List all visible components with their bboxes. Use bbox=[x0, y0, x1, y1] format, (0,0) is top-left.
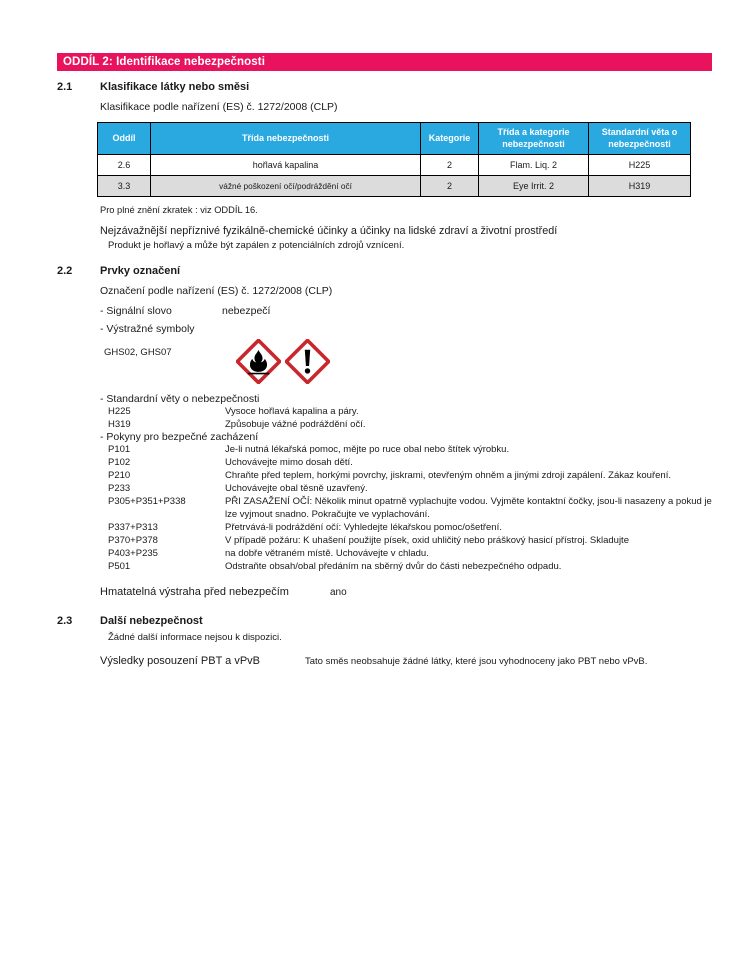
p-text: Uchovávejte mimo dosah dětí. bbox=[225, 457, 353, 468]
ghs-icons bbox=[236, 339, 330, 384]
table-row bbox=[98, 176, 691, 197]
section-2-3-heading bbox=[57, 615, 712, 627]
p-code: P305+P351+P338 bbox=[108, 496, 186, 507]
p-text: Odstraňte obsah/obal předáním na sběrný dvůr do části nebezpečného odpadu. bbox=[225, 561, 562, 572]
clp-regulation-line: Klasifikace podle nařízení (ES) č. 1272/2008 (CLP) bbox=[100, 101, 338, 113]
p-code: P403+P235 bbox=[108, 548, 158, 559]
precaution-row bbox=[108, 469, 712, 482]
precaution-row bbox=[108, 521, 712, 534]
table-header-row bbox=[98, 123, 691, 155]
p-text: Chraňte před teplem, horkými povrchy, jiskrami, otevřeným ohněm a jinými zdroji zapálení. Zákaz kouření. bbox=[225, 470, 671, 481]
table-cell: vážné poškození očí/podráždění očí bbox=[151, 176, 421, 197]
abbreviations-note: Pro plné znění zkratek : viz ODDÍL 16. bbox=[100, 205, 258, 215]
section-number: 2.1 bbox=[57, 81, 73, 93]
hazard-statements-label: - Standardní věty o nebezpečnosti bbox=[100, 393, 260, 405]
pbt-value: Tato směs neobsahuje žádné látky, které jsou vyhodnoceny jako PBT nebo vPvB. bbox=[305, 656, 648, 667]
precautionary-statements-label: - Pokyny pro bezpečné zacházení bbox=[100, 431, 259, 443]
table-cell: 2 bbox=[421, 155, 479, 176]
p-code: P102 bbox=[108, 457, 131, 468]
section-number: 2.2 bbox=[57, 265, 73, 277]
precaution-row bbox=[108, 495, 712, 521]
no-further-info-text: Žádné další informace nejsou k dispozici. bbox=[108, 632, 282, 643]
section-title: Klasifikace látky nebo směsi bbox=[100, 81, 250, 93]
table-cell: 2.6 bbox=[98, 155, 151, 176]
tactile-warning-label: Hmatatelná výstraha před nebezpečím bbox=[100, 586, 289, 598]
pbt-assessment-row bbox=[100, 655, 712, 667]
table-cell: Eye Irrit. 2 bbox=[479, 176, 589, 197]
section-2-2-heading bbox=[57, 265, 712, 277]
precaution-row bbox=[108, 534, 712, 547]
pbt-label: Výsledky posouzení PBT a vPvB bbox=[100, 655, 260, 667]
section-number: 2.3 bbox=[57, 615, 73, 627]
signal-word-row bbox=[100, 305, 712, 317]
signal-word-label: - Signální slovo bbox=[100, 305, 172, 317]
column-header: Třída nebezpečnosti bbox=[151, 123, 421, 155]
column-header: Standardní věta o nebezpečnosti bbox=[589, 123, 691, 155]
h-code: H225 bbox=[108, 406, 131, 417]
adverse-effects-heading: Nejzávažnější nepříznivé fyzikálně-chemické účinky a účinky na lidské zdraví a životní prostředí bbox=[100, 225, 558, 237]
precaution-row bbox=[108, 547, 712, 560]
section-header-bar: ODDÍL 2: Identifikace nebezpečnosti bbox=[57, 53, 712, 71]
table-cell: hořlavá kapalina bbox=[151, 155, 421, 176]
section-title: Prvky označení bbox=[100, 265, 181, 277]
precaution-row bbox=[108, 482, 712, 495]
tactile-warning-value: ano bbox=[330, 587, 347, 598]
column-header: Kategorie bbox=[421, 123, 479, 155]
column-header: Oddíl bbox=[98, 123, 151, 155]
precaution-row bbox=[108, 456, 712, 469]
p-code: P210 bbox=[108, 470, 131, 481]
table-cell: Flam. Liq. 2 bbox=[479, 155, 589, 176]
hazard-symbols-label: - Výstražné symboly bbox=[100, 323, 195, 335]
hazard-statement-row bbox=[108, 405, 712, 418]
p-code: P337+P313 bbox=[108, 522, 158, 533]
precaution-row bbox=[108, 560, 712, 573]
p-text: Uchovávejte obal těsně uzavřený. bbox=[225, 483, 368, 494]
p-text: V případě požáru: K uhašení použijte písek, oxid uhličitý nebo práškový hasicí přístroj. Skladujte bbox=[225, 535, 629, 546]
p-code: P233 bbox=[108, 483, 131, 494]
p-text: na dobře větraném místě. Uchovávejte v chladu. bbox=[225, 548, 429, 559]
section-2-1-heading bbox=[57, 81, 712, 93]
ghs07-exclamation-icon bbox=[285, 339, 330, 384]
p-code: P501 bbox=[108, 561, 131, 572]
table-cell: H319 bbox=[589, 176, 691, 197]
adverse-effects-text: Produkt je hořlavý a může být zapálen z potenciálních zdrojů vznícení. bbox=[108, 240, 405, 251]
ghs-pictogram-row bbox=[57, 339, 712, 384]
ghs-codes: GHS02, GHS07 bbox=[104, 347, 172, 358]
h-code: H319 bbox=[108, 419, 131, 430]
table-cell: H225 bbox=[589, 155, 691, 176]
table-row bbox=[98, 155, 691, 176]
table-cell: 3.3 bbox=[98, 176, 151, 197]
p-text: Přetrvává-li podráždění očí: Vyhledejte lékařskou pomoc/ošetření. bbox=[225, 522, 502, 533]
h-text: Vysoce hořlavá kapalina a páry. bbox=[225, 406, 359, 417]
tactile-warning-row bbox=[100, 586, 712, 598]
column-header: Třída a kategorie nebezpečnosti bbox=[479, 123, 589, 155]
section-title: Další nebezpečnost bbox=[100, 615, 203, 627]
classification-table bbox=[97, 122, 691, 197]
p-code: P370+P378 bbox=[108, 535, 158, 546]
ghs02-flame-icon bbox=[236, 339, 281, 384]
h-text: Způsobuje vážné podráždění očí. bbox=[225, 419, 366, 430]
precaution-row bbox=[108, 443, 712, 456]
p-text: Je-li nutná lékařská pomoc, mějte po ruce obal nebo štítek výrobku. bbox=[225, 444, 510, 455]
p-text: PŘI ZASAŽENÍ OČÍ: Několik minut opatrně vyplachujte vodou. Vyjměte kontaktní čočky, jsou-li nasazeny a pokud je lze vyjmout snadno. Pokračujte ve vyplachování. bbox=[225, 496, 712, 520]
hazard-statement-row bbox=[108, 418, 712, 431]
signal-word-value: nebezpečí bbox=[222, 305, 271, 317]
p-code: P101 bbox=[108, 444, 131, 455]
table-cell: 2 bbox=[421, 176, 479, 197]
labelling-regulation-line: Označení podle nařízení (ES) č. 1272/2008 (CLP) bbox=[100, 285, 333, 297]
